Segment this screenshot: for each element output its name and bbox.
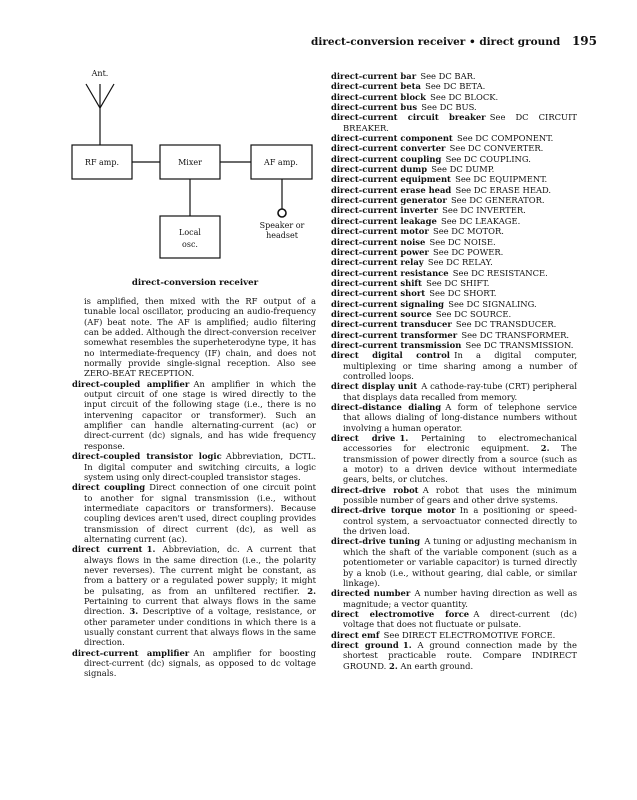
entry-definition: A direct-current (dc) voltage that does not fluctuate or pulsate. xyxy=(343,608,578,630)
running-header xyxy=(311,34,597,48)
entry-definition: See DC COMPONENT. xyxy=(457,133,554,144)
entry-definition: A form of telephone service that allows dialing of long-distance numbers without involving a human operator. xyxy=(343,402,577,433)
entry-term: direct-current relay xyxy=(331,257,424,268)
dictionary-entry xyxy=(331,154,577,164)
entry-term: direct electromotive force xyxy=(331,608,470,619)
entry-term: direct-current signaling xyxy=(331,298,445,309)
entry-term: direct-current coupling xyxy=(331,153,442,164)
entry-term: direct coupling xyxy=(72,482,146,493)
dictionary-entry xyxy=(331,319,577,329)
dictionary-entry xyxy=(331,174,577,184)
entry-definition: See DC EQUIPMENT. xyxy=(455,174,548,185)
entry-definition: See DC DUMP. xyxy=(431,164,495,175)
entry-term: direct-current noise xyxy=(331,236,426,247)
entry-term: direct-current transformer xyxy=(331,329,458,340)
dictionary-entry xyxy=(331,330,577,340)
speaker-label-line2: headset xyxy=(266,231,298,240)
entry-definition: See DC LEAKAGE. xyxy=(440,215,521,226)
entry-definition: See DC TRANSMISSION. xyxy=(465,339,574,350)
entry-term: direct-current source xyxy=(331,308,432,319)
dictionary-entry xyxy=(331,268,577,278)
sense-text: Descriptive of a voltage, resistance, or other parameter under conditions in which there is a usually constant current that always flows in the same direction. xyxy=(84,606,316,648)
dictionary-entry xyxy=(331,164,577,174)
dictionary-entry xyxy=(331,143,577,153)
dictionary-entry xyxy=(331,257,577,267)
sense-number: 1. xyxy=(402,639,412,650)
entry-term: direct-coupled transistor logic xyxy=(72,451,222,462)
entry-term: direct-drive tuning xyxy=(331,536,421,547)
entry-definition: See DC CIRCUIT BREAKER. xyxy=(343,112,577,133)
entry-definition: See DC ERASE HEAD. xyxy=(455,184,552,195)
entry-term: direct-current component xyxy=(331,133,453,144)
dictionary-entry xyxy=(72,648,316,679)
direct-conversion-receiver-diagram xyxy=(64,60,320,290)
entry-term: direct ground xyxy=(331,639,399,650)
entry-term: direct-current motor xyxy=(331,226,429,237)
dictionary-entry xyxy=(331,278,577,288)
dictionary-entry xyxy=(331,237,577,247)
entry-definition: See DC BAR. xyxy=(420,71,476,81)
entry-term: direct-current inverter xyxy=(331,205,438,216)
entry-term: direct-current resistance xyxy=(331,267,449,278)
dictionary-entry xyxy=(72,451,316,482)
dictionary-entry xyxy=(331,630,577,640)
entry-definition: An amplifier in which the output circuit of one stage is wired directly to the input circuit of the following stage (i.e., there is no intervening capacitor or transformer). Such an amplifier can handle alternating-current (ac) or direct-current (dc) signals, and has wide frequency response. xyxy=(84,378,316,451)
entry-definition: See DC GENERATOR. xyxy=(450,195,545,206)
sense-text: Abbreviation, dc. A current that always flows in the same direction (i.e., the polarity never reverses). The current might be constant, as from a battery or a regulated power supply; it might be pulsating, as from an unfiltered rectifier. xyxy=(84,544,316,596)
entry-definition: See DC BUS. xyxy=(421,102,477,113)
sense-text: A ground connection made by the shortest practicable route. Compare INDIRECT GROUND. xyxy=(343,639,577,671)
entry-definition: See DC BLOCK. xyxy=(430,91,499,102)
entry-term: direct-current circuit breaker xyxy=(331,112,486,123)
dictionary-entry xyxy=(331,505,577,536)
dictionary-entry xyxy=(331,350,577,381)
antenna-symbol xyxy=(86,84,114,108)
entry-term: direct-current beta xyxy=(331,81,421,92)
sense-number: 2. xyxy=(389,660,398,671)
entry-definition: See DC INVERTER. xyxy=(442,205,526,216)
rf-amp-label: RF amp. xyxy=(84,158,120,167)
right-column xyxy=(331,71,577,671)
entry-definition: See DIRECT ELECTROMOTIVE FORCE. xyxy=(383,629,556,640)
entry-definition: See DC BETA. xyxy=(425,81,486,92)
mixer-label: Mixer xyxy=(178,158,202,167)
entry-term: direct-current leakage xyxy=(331,215,437,226)
sense-number: 2. xyxy=(307,585,316,596)
sense-number: 3. xyxy=(129,606,139,617)
entry-term: direct-current transducer xyxy=(331,319,452,330)
dictionary-entry xyxy=(331,340,577,350)
dictionary-entry xyxy=(331,309,577,319)
af-amp-label: AF amp. xyxy=(264,158,298,167)
dictionary-entry xyxy=(331,536,577,588)
entry-definition: A robot that uses the minimum possible number of gears and other drive systems. xyxy=(343,484,577,506)
entry-term: direct-current bar xyxy=(331,71,417,81)
running-title: direct-conversion receiver • direct ground xyxy=(311,36,561,48)
local-osc-box xyxy=(160,216,220,258)
dictionary-entry xyxy=(331,133,577,143)
entry-definition: Abbreviation, DCTL. In digital computer and switching circuits, a logic system using only direct-coupled transistor stages. xyxy=(84,451,316,482)
entry-term: direct-current amplifier xyxy=(72,647,190,658)
entry-term: direct-current power xyxy=(331,246,429,257)
entry-definition: A cathode-ray-tube (CRT) peripheral that displays data recalled from memory. xyxy=(343,381,577,402)
dictionary-entry xyxy=(331,195,577,205)
dictionary-entry xyxy=(331,609,577,630)
dictionary-entry xyxy=(331,485,577,506)
entry-definition: See DC SHORT. xyxy=(429,288,497,299)
entry-term: direct-coupled amplifier xyxy=(72,378,190,389)
dictionary-entry xyxy=(72,544,316,647)
entry-term: direct-current short xyxy=(331,288,426,299)
local-osc-label-line2: osc. xyxy=(182,240,198,249)
dictionary-entry xyxy=(331,226,577,236)
entry-term: direct display unit xyxy=(331,381,418,392)
dictionary-entry xyxy=(331,588,577,609)
dictionary-entry xyxy=(331,381,577,402)
entry-term: direct digital control xyxy=(331,350,450,361)
sense-number: 1. xyxy=(146,544,156,555)
page-number: 195 xyxy=(571,34,597,48)
entry-term: direct-drive robot xyxy=(331,484,419,495)
entry-definition: See DC SOURCE. xyxy=(435,308,512,319)
entry-definition: See DC SIGNALING. xyxy=(448,298,537,309)
sense-number: 2. xyxy=(540,443,550,454)
left-column xyxy=(72,296,316,679)
entry-term: direct-current dump xyxy=(331,164,428,175)
entry-term: direct-current converter xyxy=(331,143,446,154)
dictionary-entry xyxy=(331,92,577,102)
sense-text: Pertaining to current that always flows in the same direction. xyxy=(84,595,316,617)
entry-definition: See DC CONVERTER. xyxy=(449,143,544,154)
speaker-label-line1: Speaker or xyxy=(259,221,305,230)
dictionary-entry xyxy=(331,247,577,257)
dictionary-entry xyxy=(331,299,577,309)
entry-continuation: is amplified, then mixed with the RF output of a tunable local oscillator, producing an audio-frequency (AF) beat note. The AF is amplified; audio filtering can be added. Although the direct-conversion receiver somewhat resembles the superheterodyne type, it has no intermediate-frequency (IF) chain, and does not normally provide single-signal reception. Also see ZERO-BEAT RECEPTION. xyxy=(84,296,316,379)
sense-text: An earth ground. xyxy=(400,660,474,671)
entry-definition: A tuning or adjusting mechanism in which the shaft of the variable component (such as a potentiometer or variable capacitor) is turned directly by a knob (i.e., without gearing, dial cable, or similar linkage). xyxy=(343,536,577,588)
entry-term: direct-drive torque motor xyxy=(331,505,456,516)
entry-term: direct emf xyxy=(331,629,380,640)
entry-term: direct-current shift xyxy=(331,277,422,288)
dictionary-entry xyxy=(331,81,577,91)
entry-definition: A number having direction as well as magnitude; a vector quantity. xyxy=(343,588,577,609)
dictionary-entry xyxy=(331,288,577,298)
entry-term: direct current xyxy=(72,544,143,555)
entry-definition: In a digital computer, multiplexing or time sharing among a number of controlled loops. xyxy=(343,350,578,381)
entry-term: directed number xyxy=(331,588,411,599)
entry-term: direct-current equipment xyxy=(331,174,451,185)
speaker-terminal xyxy=(278,209,286,217)
entry-definition: See DC TRANSDUCER. xyxy=(455,319,557,330)
figure-caption: direct-conversion receiver xyxy=(131,278,259,288)
dictionary-entry xyxy=(331,216,577,226)
entry-term: direct drive xyxy=(331,433,396,444)
entry-definition: In a positioning or speed-control system, a servoactuator connected directly to the driven load. xyxy=(343,505,577,537)
entry-definition: See DC TRANSFORMER. xyxy=(461,329,570,340)
entry-definition: See DC RESISTANCE. xyxy=(452,267,548,278)
entry-definition: See DC POWER. xyxy=(433,246,504,257)
entry-term: direct-distance dialing xyxy=(331,402,442,412)
entry-term: direct-current bus xyxy=(331,102,418,113)
sense-number: 1. xyxy=(399,433,409,444)
entry-definition: See DC MOTOR. xyxy=(432,226,504,237)
entry-definition: See DC NOISE. xyxy=(429,236,496,247)
dictionary-entry xyxy=(331,640,577,671)
dictionary-entry xyxy=(331,205,577,215)
entry-term: direct-current generator xyxy=(331,195,447,206)
dictionary-entry xyxy=(72,482,316,544)
sense-text: The transmission of power directly from a source (such as a motor) to a driven device without intermediate gears, belts, or clutches. xyxy=(343,443,577,485)
entry-definition: An amplifier for boosting direct-current (dc) signals, as opposed to dc voltage signals. xyxy=(84,647,316,679)
antenna-label: Ant. xyxy=(91,69,109,78)
entry-term: direct-current erase head xyxy=(331,184,452,195)
dictionary-entry xyxy=(331,112,577,133)
dictionary-entry xyxy=(331,71,577,81)
entry-term: direct-current block xyxy=(331,91,426,102)
local-osc-label-line1: Local xyxy=(179,228,201,237)
sense-text: Pertaining to electromechanical accessories for electronic equipment. xyxy=(343,433,577,454)
entry-definition: See DC COUPLING. xyxy=(445,153,531,164)
entry-definition: Direct connection of one circuit point to another for signal transmission (i.e., without intermediate capacitors or transformers). Because coupling devices aren't used, direct coupling provides transmission of direct current (dc), as well as alternating current (ac). xyxy=(84,482,316,544)
entry-definition: See DC SHIFT. xyxy=(426,277,490,288)
entry-definition: See DC RELAY. xyxy=(427,257,493,268)
dictionary-entry xyxy=(331,102,577,112)
dictionary-entry xyxy=(331,402,577,433)
dictionary-entry xyxy=(72,379,316,451)
dictionary-entry xyxy=(331,185,577,195)
dictionary-entry xyxy=(331,433,577,485)
entry-term: direct-current transmission xyxy=(331,339,462,350)
